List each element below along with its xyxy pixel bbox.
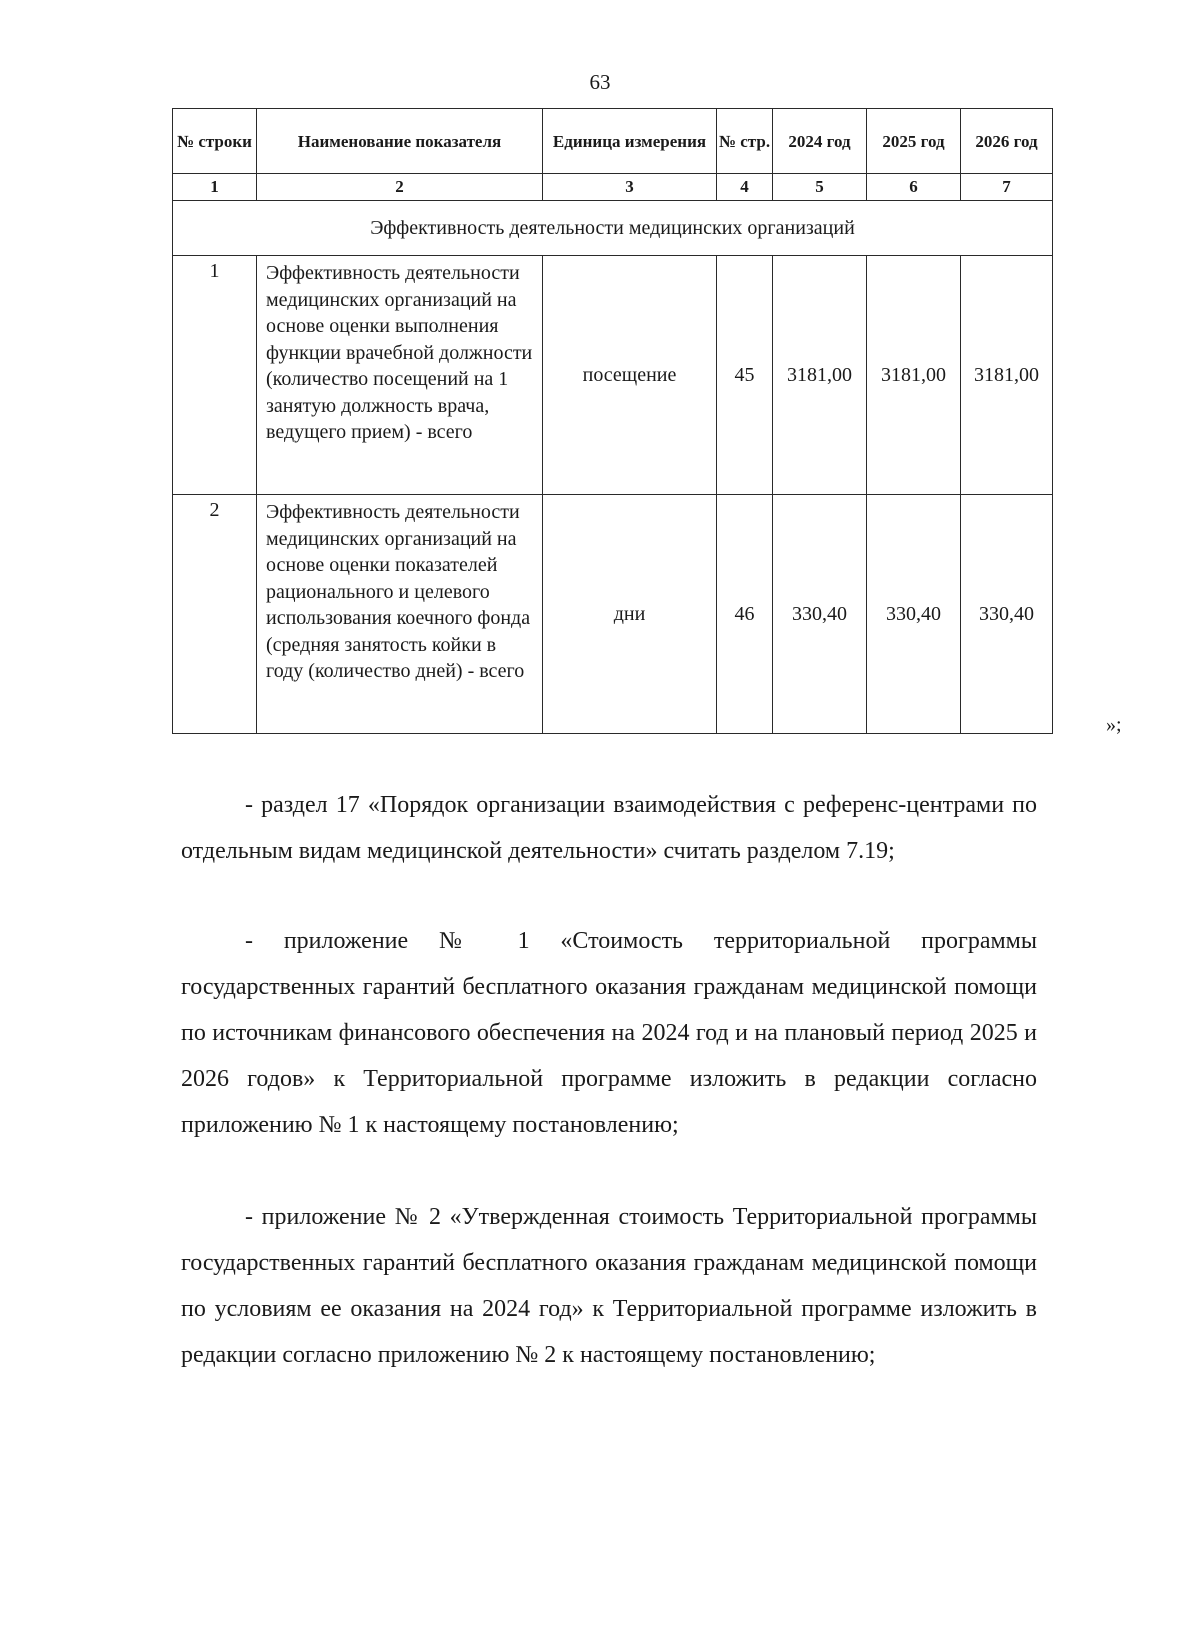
paragraph-text: - приложение № 2 «Утвержденная стоимость Территориальной программы государственных гарантий бесплатного оказания гражданам медицинской помощи по условиям ее оказания на 2024 год» к Территориальной программе изложить в редакции согласно приложению № 2 к настоящему постановлению; xyxy=(181,1204,1037,1368)
column-number: 6 xyxy=(867,174,961,201)
row-number: 1 xyxy=(173,256,257,495)
header-line-number: № стр. xyxy=(717,109,773,174)
table-row xyxy=(173,495,1053,734)
unit-cell: посещение xyxy=(543,256,717,495)
line-number-cell: 45 xyxy=(717,256,773,495)
value-2026: 3181,00 xyxy=(961,256,1053,495)
header-indicator-name: Наименование показателя xyxy=(257,109,543,174)
paragraph-text: - приложение № 1 «Стоимость территориальной программы государственных гарантий бесплатного оказания гражданам медицинской помощи по источникам финансового обеспечения на 2024 год и на плановый период 2025 и 2026 годов» к Территориальной программе изложить в редакции согласно приложению № 1 к настоящему постановлению; xyxy=(181,928,1037,1138)
column-number: 1 xyxy=(173,174,257,201)
header-row xyxy=(173,109,1053,174)
header-unit: Единица измерения xyxy=(543,109,717,174)
header-year-2025: 2025 год xyxy=(867,109,961,174)
page-number: 63 xyxy=(589,70,611,94)
table-row xyxy=(173,256,1053,495)
indicator-name: Эффективность деятельности медицинских организаций на основе оценки выполнения функции врачебной должности (количество посещений на 1 занятую должность врача, ведущего прием) - всего xyxy=(257,256,543,495)
column-number: 7 xyxy=(961,174,1053,201)
section-title: Эффективность деятельности медицинских организаций xyxy=(173,201,1053,256)
paragraph-text: - раздел 17 «Порядок организации взаимодействия с референс-центрами по отдельным видам медицинской деятельности» считать разделом 7.19; xyxy=(181,792,1037,864)
value-2024: 3181,00 xyxy=(773,256,867,495)
paragraph-section-17 xyxy=(181,782,1037,874)
header-row-number: № строки xyxy=(173,109,257,174)
column-number-row xyxy=(173,174,1053,201)
section-row xyxy=(173,201,1053,256)
column-number: 5 xyxy=(773,174,867,201)
paragraph-appendix-1 xyxy=(181,918,1037,1148)
line-number-cell: 46 xyxy=(717,495,773,734)
header-year-2024: 2024 год xyxy=(773,109,867,174)
value-2026: 330,40 xyxy=(961,495,1053,734)
paragraph-appendix-2 xyxy=(181,1194,1037,1378)
closing-quote: »; xyxy=(1106,714,1122,736)
value-2024: 330,40 xyxy=(773,495,867,734)
column-number: 4 xyxy=(717,174,773,201)
column-number: 3 xyxy=(543,174,717,201)
unit-cell: дни xyxy=(543,495,717,734)
header-year-2026: 2026 год xyxy=(961,109,1053,174)
indicators-table xyxy=(172,108,1053,734)
column-number: 2 xyxy=(257,174,543,201)
indicator-name: Эффективность деятельности медицинских организаций на основе оценки показателей рационального и целевого использования коечного фонда (средняя занятость койки в году (количество дней) - всего xyxy=(257,495,543,734)
row-number: 2 xyxy=(173,495,257,734)
value-2025: 3181,00 xyxy=(867,256,961,495)
value-2025: 330,40 xyxy=(867,495,961,734)
